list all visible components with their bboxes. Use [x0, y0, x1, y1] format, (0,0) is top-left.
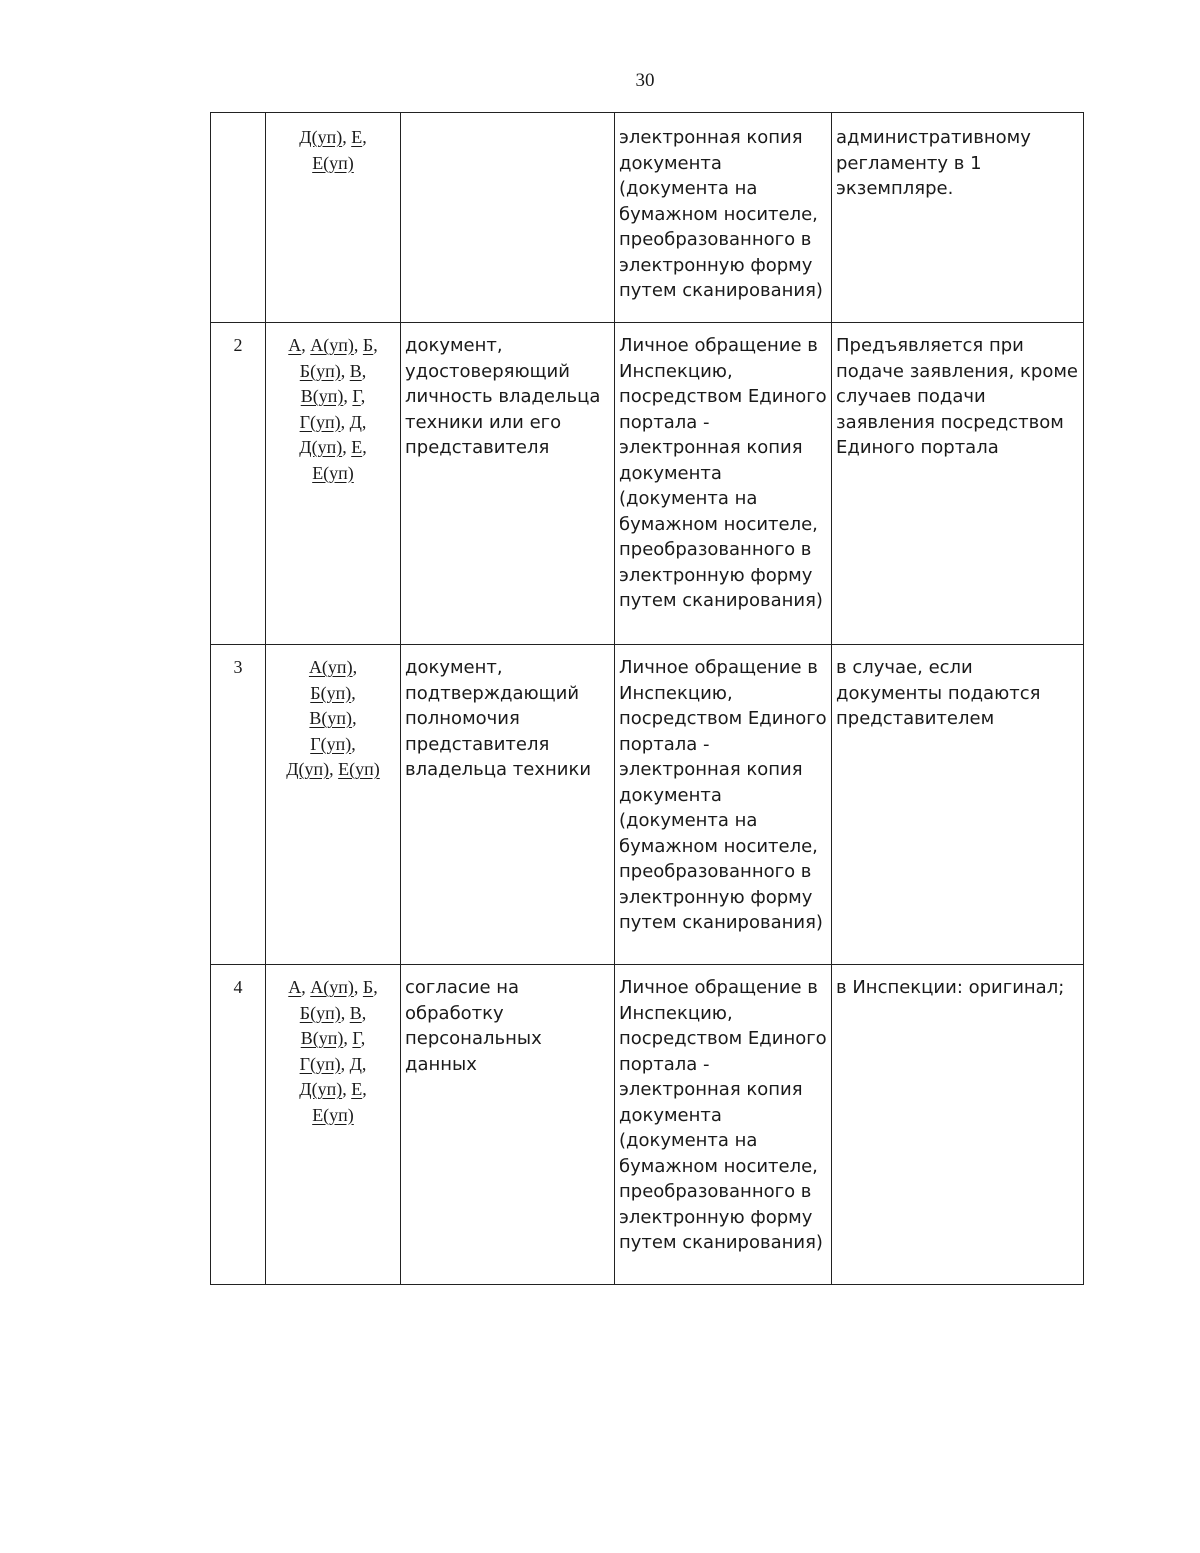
document-name-cell	[401, 965, 615, 1285]
cell-text-line: экземпляре.	[836, 178, 954, 199]
category-link[interactable]: А(уп)	[310, 335, 354, 355]
cell-text-line: согласие на	[405, 977, 520, 998]
cell-text-line: электронную форму	[619, 564, 813, 586]
category-link[interactable]: Б(уп)	[310, 682, 352, 703]
note-cell	[832, 965, 1084, 1285]
documents-table	[210, 112, 1084, 1285]
categories-cell	[266, 965, 401, 1285]
category-line	[270, 359, 396, 385]
cell-text-line: документа	[619, 784, 722, 806]
category-line	[270, 461, 396, 487]
cell-text-line: данных	[405, 1053, 477, 1075]
cell-text-line: в Инспекции: оригинал;	[836, 977, 1065, 998]
table-row	[211, 323, 1084, 645]
category-separator: ,	[343, 386, 353, 406]
cell-text-line: путем сканирования)	[619, 280, 823, 301]
categories-cell	[266, 323, 401, 645]
category-separator: ,	[362, 1079, 367, 1099]
cell-text-line: электронную форму	[619, 886, 813, 908]
category-separator: ,	[361, 360, 367, 381]
category-link[interactable]: Е(уп)	[312, 152, 354, 173]
categories-cell	[266, 113, 401, 323]
cell-text-line: персональных	[405, 1028, 542, 1049]
cell-text-line: Единого портала	[836, 437, 999, 458]
cell-text-line: бумажном носителе,	[619, 1155, 818, 1177]
cell-text-line: документ,	[405, 335, 503, 356]
cell-text-line: преобразованного в	[619, 539, 812, 560]
cell-text-line: портала -	[619, 733, 710, 755]
cell-text-line: полномочия	[405, 708, 520, 729]
category-link[interactable]: А(уп)	[308, 657, 353, 677]
category-line	[270, 333, 396, 359]
category-link[interactable]: Е	[351, 127, 363, 147]
category-separator: ,	[373, 335, 378, 355]
cell-text-line: портала -	[619, 411, 710, 433]
document-name-cell	[401, 323, 615, 645]
cell-text-line: (документа на	[619, 488, 758, 509]
category-link[interactable]: Г(уп)	[310, 733, 352, 754]
cell-text-line: документа	[619, 152, 722, 174]
category-link[interactable]: А	[288, 335, 302, 355]
category-separator: ,	[340, 1002, 350, 1023]
category-separator: ,	[373, 977, 378, 997]
category-link[interactable]: В(уп)	[300, 386, 344, 406]
cell-text-line: Личное обращение в	[619, 335, 818, 356]
note-cell	[832, 645, 1084, 965]
category-link[interactable]: Д(уп)	[299, 437, 343, 457]
cell-text-line: (документа на	[619, 1130, 758, 1151]
category-link[interactable]: В(уп)	[309, 708, 353, 728]
cell-text-line: бумажном носителе,	[619, 513, 818, 535]
category-separator: ,	[340, 411, 350, 432]
category-separator: ,	[301, 335, 311, 355]
cell-text-line: подтверждающий	[405, 682, 580, 704]
table-row	[211, 965, 1084, 1285]
cell-text-line: представителем	[836, 708, 995, 729]
cell-text-line: личность владельца	[405, 386, 601, 407]
category-link[interactable]: Д(уп)	[286, 759, 330, 779]
category-separator: ,	[351, 733, 356, 754]
category-link[interactable]: Д	[349, 411, 362, 432]
category-link[interactable]: Е(уп)	[312, 462, 354, 483]
category-separator: ,	[352, 657, 358, 677]
cell-text-line: электронная копия	[619, 437, 803, 458]
cell-text-line: представителя	[405, 437, 550, 458]
cell-text-line: обработку	[405, 1002, 504, 1024]
row-number: 4	[211, 965, 266, 1285]
category-line	[270, 757, 396, 783]
category-line	[270, 384, 396, 410]
cell-text-line: преобразованного в	[619, 861, 812, 882]
category-line	[270, 1026, 396, 1052]
category-separator: ,	[340, 360, 350, 381]
cell-text-line: Личное обращение в	[619, 657, 818, 678]
submission-method-cell	[615, 645, 832, 965]
document-name-cell	[401, 113, 615, 323]
submission-method-cell	[615, 965, 832, 1285]
category-separator: ,	[342, 127, 352, 147]
category-separator: ,	[340, 1053, 350, 1074]
category-link[interactable]: Е(уп)	[338, 759, 380, 779]
category-line	[270, 681, 396, 707]
cell-text-line: (документа на	[619, 178, 758, 199]
row-number: 3	[211, 645, 266, 965]
category-link[interactable]: А	[288, 977, 302, 997]
category-line	[270, 655, 396, 681]
category-separator: ,	[362, 437, 367, 457]
category-link[interactable]: В(уп)	[300, 1028, 344, 1048]
cell-text-line: в случае, если	[836, 657, 973, 678]
cell-text-line: электронную форму	[619, 254, 813, 276]
category-separator: ,	[343, 1028, 353, 1048]
cell-text-line: путем сканирования)	[619, 912, 823, 933]
cell-text-line: подаче заявления, кроме	[836, 360, 1079, 382]
cell-text-line: (документа на	[619, 810, 758, 831]
cell-text-line: представителя	[405, 733, 550, 755]
category-line	[270, 1077, 396, 1103]
note-cell	[832, 113, 1084, 323]
cell-text-line: Инспекцию,	[619, 1002, 733, 1024]
category-line	[270, 125, 396, 151]
category-line	[270, 151, 396, 177]
cell-text-line: Инспекцию,	[619, 360, 733, 382]
cell-text-line: удостоверяющий	[405, 360, 570, 382]
category-link[interactable]: Б(уп)	[299, 1002, 341, 1023]
category-separator: ,	[351, 682, 356, 703]
category-link[interactable]: Д(уп)	[299, 1079, 343, 1099]
category-link[interactable]: Б	[362, 335, 374, 355]
category-link[interactable]: В	[349, 1002, 362, 1023]
category-separator: ,	[301, 977, 311, 997]
note-cell	[832, 323, 1084, 645]
category-separator: ,	[329, 759, 339, 779]
category-link[interactable]: Г	[352, 1028, 361, 1048]
category-link[interactable]: Е	[351, 1079, 363, 1099]
category-line	[270, 1103, 396, 1129]
category-link[interactable]: Е	[351, 437, 363, 457]
cell-text-line: регламенту в 1	[836, 152, 982, 174]
category-line	[270, 410, 396, 436]
category-separator: ,	[353, 977, 363, 997]
category-link[interactable]: Д	[349, 1053, 362, 1074]
category-separator: ,	[353, 335, 363, 355]
page-number: 30	[635, 70, 655, 91]
cell-text-line: бумажном носителе,	[619, 203, 818, 225]
cell-text-line: путем сканирования)	[619, 590, 823, 611]
category-line	[270, 975, 396, 1001]
cell-text-line: бумажном носителе,	[619, 835, 818, 857]
cell-text-line: документа	[619, 462, 722, 484]
cell-text-line: административному	[836, 127, 1031, 148]
category-separator: ,	[361, 1053, 367, 1074]
category-separator: ,	[352, 708, 357, 728]
category-link[interactable]: Б	[362, 977, 374, 997]
category-separator: ,	[342, 437, 352, 457]
categories-cell	[266, 645, 401, 965]
category-link[interactable]: Г(уп)	[299, 411, 341, 432]
cell-text-line: путем сканирования)	[619, 1232, 823, 1253]
category-link[interactable]: Е(уп)	[312, 1104, 354, 1125]
category-link[interactable]: Б(уп)	[299, 360, 341, 381]
cell-text-line: Инспекцию,	[619, 682, 733, 704]
category-link[interactable]: А(уп)	[310, 977, 354, 997]
cell-text-line: случаев подачи	[836, 386, 986, 407]
category-separator: ,	[360, 386, 366, 406]
category-link[interactable]: В	[349, 360, 362, 381]
cell-text-line: преобразованного в	[619, 229, 812, 250]
row-number	[211, 113, 266, 323]
cell-text-line: документа	[619, 1104, 722, 1126]
category-separator: ,	[342, 1079, 352, 1099]
category-line	[270, 1052, 396, 1078]
cell-text-line: техники или его	[405, 411, 562, 433]
category-link[interactable]: Д(уп)	[299, 127, 343, 147]
cell-text-line: электронную форму	[619, 1206, 813, 1228]
category-separator: ,	[361, 411, 367, 432]
cell-text-line: заявления посредством	[836, 411, 1064, 433]
category-separator: ,	[360, 1028, 366, 1048]
cell-text-line: Предъявляется при	[836, 335, 1024, 356]
cell-text-line: документ,	[405, 657, 503, 678]
cell-text-line: Личное обращение в	[619, 977, 818, 998]
cell-text-line: посредством Единого	[619, 386, 827, 407]
category-link[interactable]: Г	[352, 386, 361, 406]
table-row	[211, 645, 1084, 965]
category-line	[270, 706, 396, 732]
category-separator: ,	[362, 127, 367, 147]
submission-method-cell	[615, 113, 832, 323]
cell-text-line: преобразованного в	[619, 1181, 812, 1202]
cell-text-line: портала -	[619, 1053, 710, 1075]
table-row	[211, 113, 1084, 323]
cell-text-line: электронная копия	[619, 1079, 803, 1100]
table-body	[211, 113, 1084, 1285]
cell-text-line: владельца техники	[405, 759, 592, 780]
category-line	[270, 732, 396, 758]
category-separator: ,	[361, 1002, 367, 1023]
cell-text-line: посредством Единого	[619, 1028, 827, 1049]
cell-text-line: документы подаются	[836, 682, 1041, 704]
row-number: 2	[211, 323, 266, 645]
submission-method-cell	[615, 323, 832, 645]
cell-text-line: электронная копия	[619, 759, 803, 780]
document-name-cell	[401, 645, 615, 965]
category-line	[270, 1001, 396, 1027]
cell-text-line: посредством Единого	[619, 708, 827, 729]
category-line	[270, 435, 396, 461]
category-link[interactable]: Г(уп)	[299, 1053, 341, 1074]
cell-text-line: электронная копия	[619, 127, 803, 148]
